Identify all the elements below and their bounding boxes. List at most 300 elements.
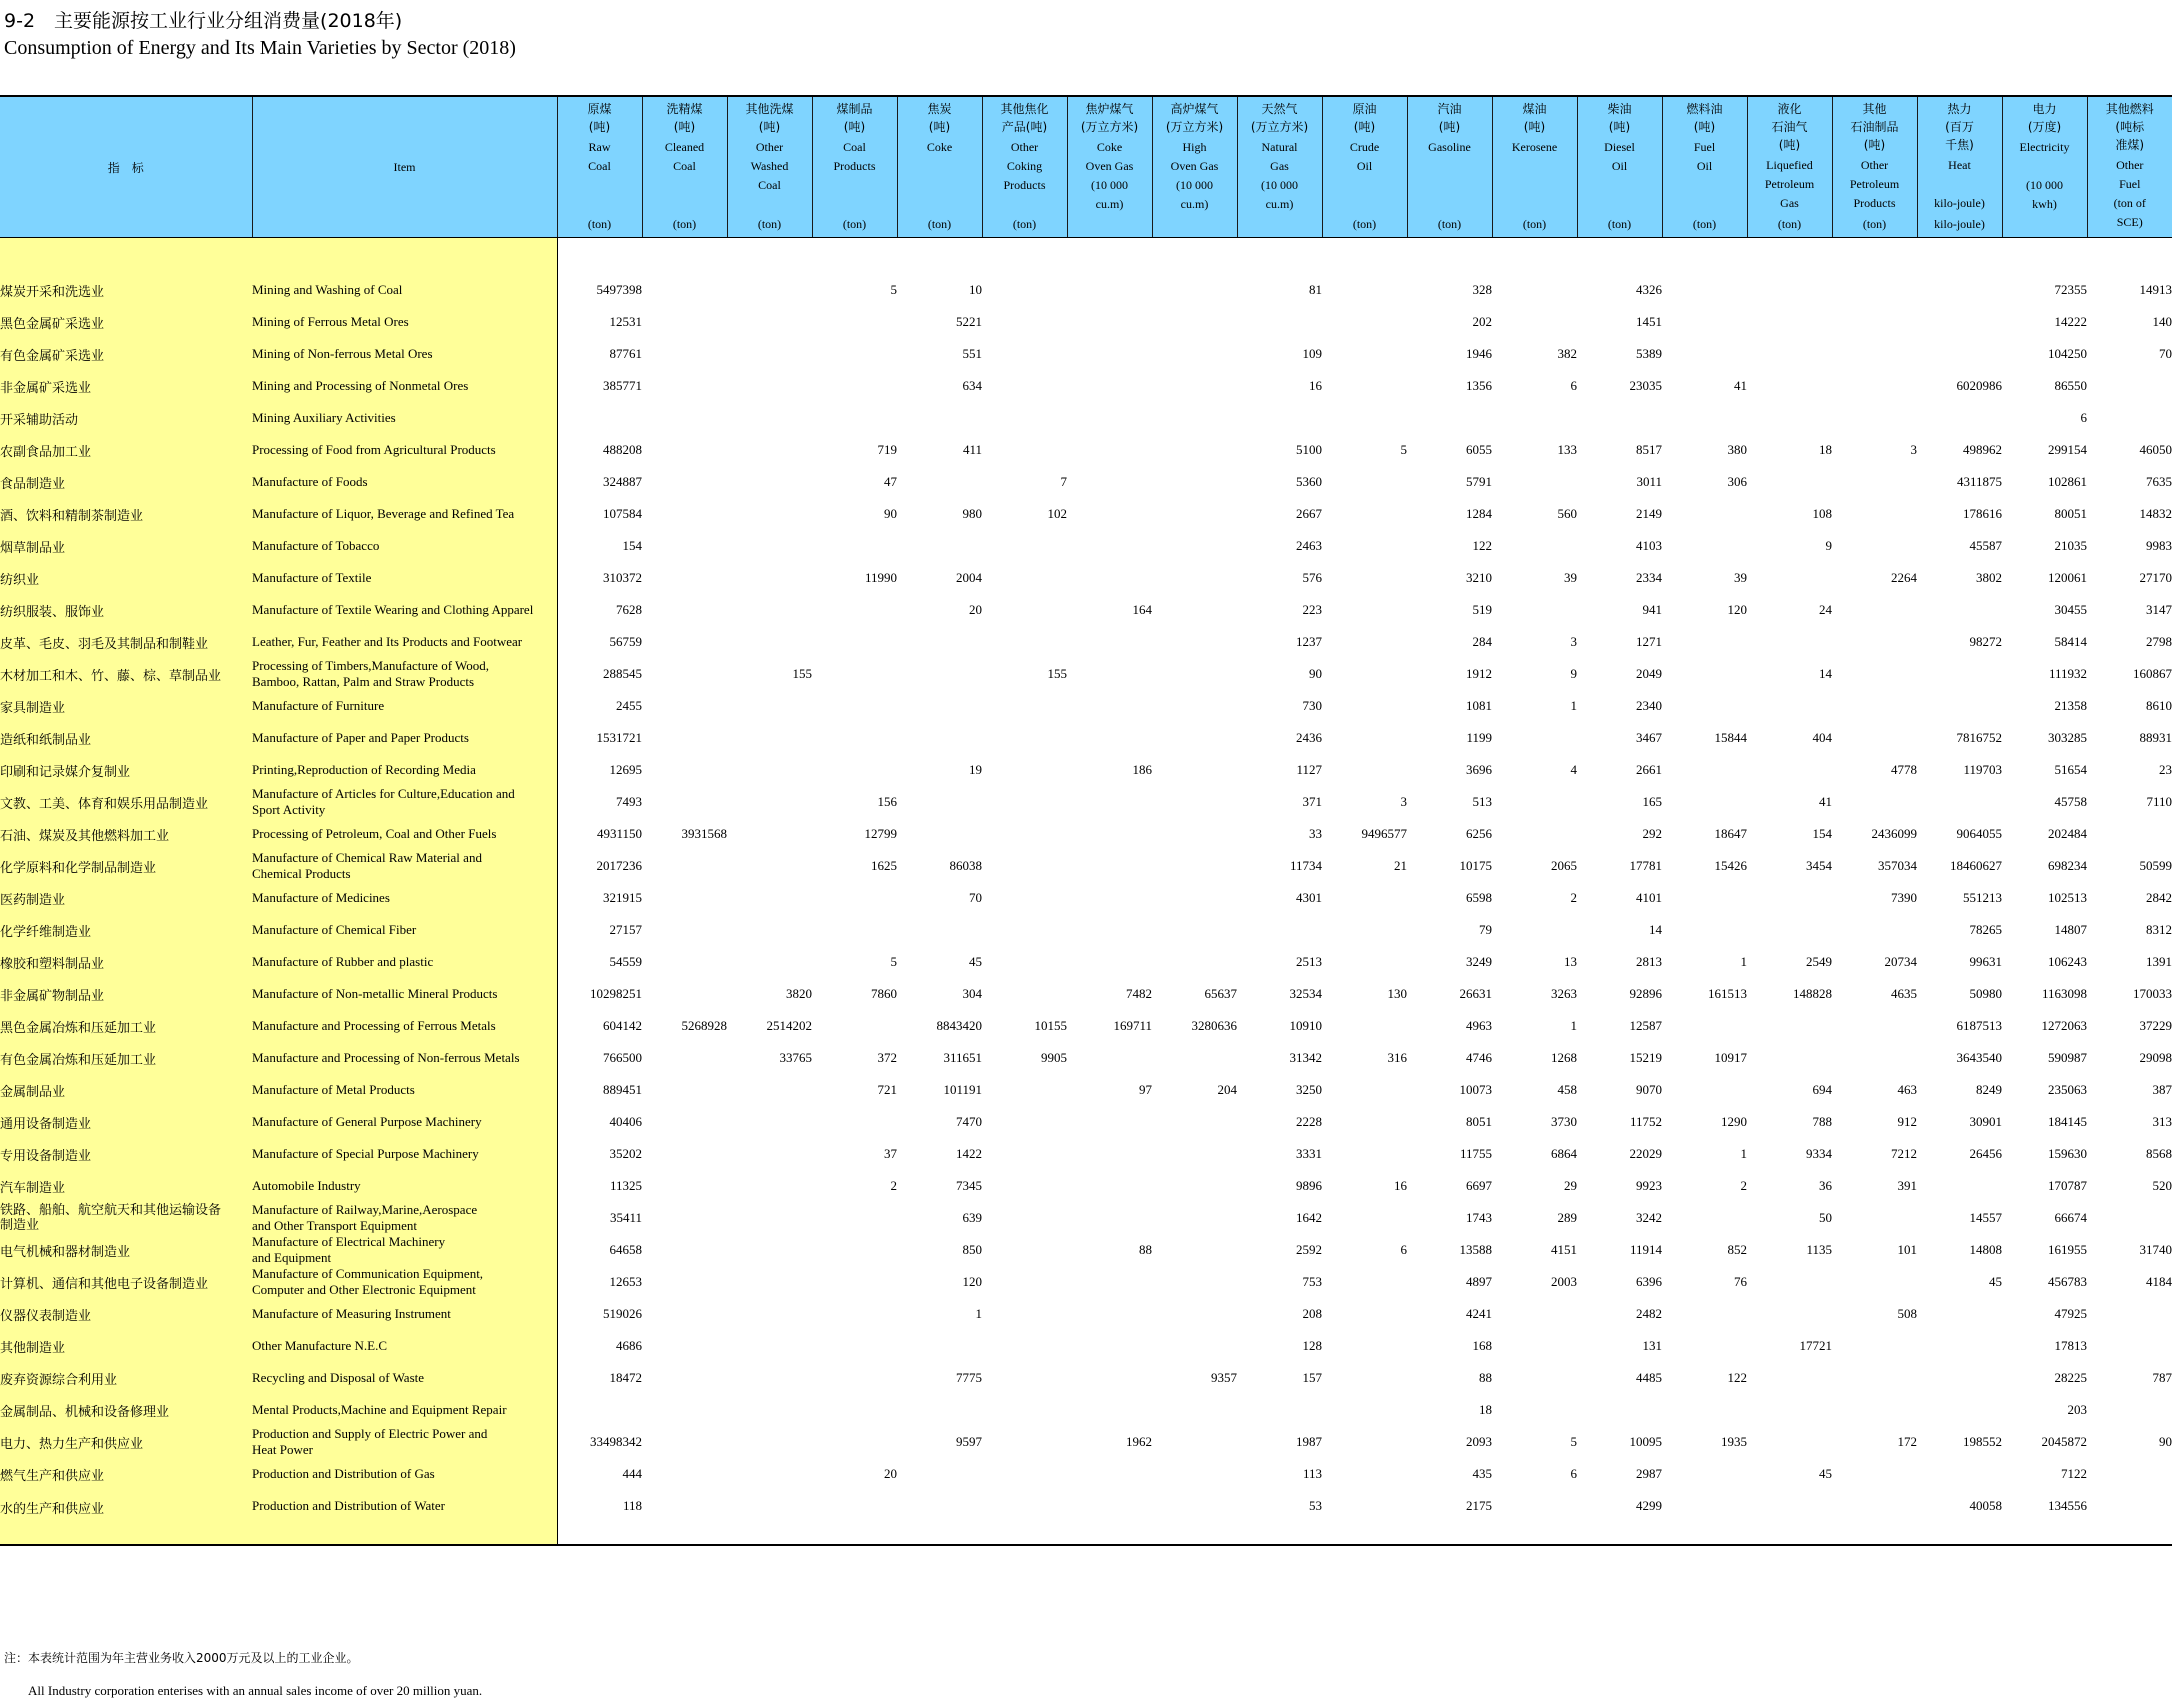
data-cell: 4686: [616, 1338, 642, 1353]
data-cell: 520: [2152, 1178, 2172, 1193]
data-cell: [1152, 1170, 1237, 1202]
data-cell: 4635: [1891, 986, 1917, 1001]
data-cell: [1747, 1266, 1832, 1298]
data-cell: [642, 306, 727, 338]
data-cell: 157: [1302, 1370, 1322, 1385]
row-label-en: Printing,Reproduction of Recording Media: [252, 762, 476, 777]
data-cell: [1747, 466, 1832, 498]
header-indicator: 指 标: [0, 96, 252, 238]
data-cell: [812, 658, 897, 690]
data-cell: 404: [1812, 730, 1832, 745]
data-cell: [1067, 1106, 1152, 1138]
data-cell: [1832, 1394, 1917, 1426]
data-cell: [1152, 466, 1237, 498]
data-cell: 387: [2152, 1082, 2172, 1097]
data-cell: 2592: [1296, 1242, 1322, 1257]
data-cell: [727, 1298, 812, 1330]
data-cell: [1747, 690, 1832, 722]
data-cell: [642, 850, 727, 882]
data-cell: 3331: [1296, 1146, 1322, 1161]
data-cell: 8610: [2146, 698, 2172, 713]
data-cell: [642, 946, 727, 978]
data-cell: 284: [1472, 634, 1492, 649]
data-cell: [727, 306, 812, 338]
data-cell: 289: [1557, 1210, 1577, 1225]
data-cell: 2093: [1466, 1434, 1492, 1449]
data-cell: [1067, 1394, 1152, 1426]
data-cell: [982, 1330, 1067, 1362]
data-cell: 889451: [603, 1082, 642, 1097]
data-cell: 21: [1394, 858, 1407, 873]
data-cell: [1152, 370, 1237, 402]
row-label-zh: 汽车制造业: [0, 1170, 252, 1202]
data-cell: [1152, 498, 1237, 530]
data-cell: 6: [2080, 410, 2087, 425]
data-cell: [642, 562, 727, 594]
table-row: [0, 338, 2172, 370]
data-cell: [1492, 530, 1577, 562]
data-cell: [1492, 1298, 1577, 1330]
row-label-zh: 燃气生产和供应业: [0, 1458, 252, 1490]
data-cell: 3250: [1296, 1082, 1322, 1097]
data-cell: 3: [1910, 442, 1917, 457]
header-row: [0, 96, 2172, 238]
row-label-en-cell: [252, 1458, 557, 1490]
data-cell: 5389: [1636, 346, 1662, 361]
data-cell: 26631: [1459, 986, 1492, 1001]
data-cell: 6: [1570, 1466, 1577, 1481]
row-label-en: Manufacture of Communication Equipment, Computer and Other Electronic Equipment: [252, 1266, 484, 1297]
data-cell: 186: [1132, 762, 1152, 777]
data-cell: 159630: [2048, 1146, 2087, 1161]
data-cell: 1946: [1466, 346, 1492, 361]
table-row: [0, 1426, 2172, 1458]
data-cell: 5: [890, 282, 897, 297]
table-row: [0, 1266, 2172, 1298]
data-cell: 519026: [603, 1306, 642, 1321]
data-cell: [897, 690, 982, 722]
row-label-zh: 水的生产和供应业: [0, 1490, 252, 1545]
data-cell: [1662, 1458, 1747, 1490]
data-cell: 753: [1302, 1274, 1322, 1289]
data-cell: 6598: [1466, 890, 1492, 905]
data-cell: [1917, 402, 2002, 434]
table-row: [0, 1362, 2172, 1394]
data-cell: 324887: [603, 474, 642, 489]
data-cell: [1322, 370, 1407, 402]
data-cell: [982, 786, 1067, 818]
header-col: [1832, 96, 1917, 238]
data-cell: [1152, 754, 1237, 786]
row-label-en-cell: [252, 1138, 557, 1170]
row-label-en-cell: [252, 722, 557, 754]
data-cell: [982, 1202, 1067, 1234]
data-cell: 202484: [2048, 826, 2087, 841]
data-cell: [642, 1202, 727, 1234]
row-label-en: Manufacture of Liquor, Beverage and Refined Tea: [252, 506, 515, 521]
data-cell: 719: [877, 442, 897, 457]
data-cell: [1662, 274, 1747, 306]
data-cell: 292: [1642, 826, 1662, 841]
data-cell: 45: [1989, 1274, 2002, 1289]
data-cell: 551: [962, 346, 982, 361]
data-cell: 72355: [2054, 282, 2087, 297]
row-label-zh: 专用设备制造业: [0, 1138, 252, 1170]
row-label-en: Manufacture of Electrical Machinery and Equipment: [252, 1234, 446, 1265]
data-cell: 88: [1479, 1370, 1492, 1385]
footnote-zh: 注：本表统计范围为年主营业务收入2000万元及以上的工业企业。: [4, 1651, 359, 1665]
data-cell: 169711: [1113, 1018, 1152, 1033]
data-cell: 122: [1727, 1370, 1747, 1385]
data-cell: [1067, 274, 1152, 306]
data-cell: 223: [1302, 602, 1322, 617]
data-cell: [1152, 1202, 1237, 1234]
data-cell: [982, 1490, 1067, 1545]
data-cell: 170787: [2048, 1178, 2087, 1193]
data-cell: 2065: [1551, 858, 1577, 873]
data-cell: 1356: [1466, 378, 1492, 393]
data-cell: 2149: [1636, 506, 1662, 521]
data-cell: 4103: [1636, 538, 1662, 553]
data-cell: [897, 402, 982, 434]
data-cell: [812, 722, 897, 754]
row-label-en-cell: [252, 1202, 557, 1234]
data-cell: 7493: [616, 794, 642, 809]
row-label-zh: 食品制造业: [0, 466, 252, 498]
data-cell: 45: [969, 954, 982, 969]
row-label-en-cell: [252, 1010, 557, 1042]
data-cell: 3: [1400, 794, 1407, 809]
data-cell: [1747, 1490, 1832, 1545]
data-cell: 13588: [1459, 1242, 1492, 1257]
row-label-en-cell: [252, 1298, 557, 1330]
header-col: [1917, 96, 2002, 238]
table-row: [0, 626, 2172, 658]
data-cell: [897, 1394, 982, 1426]
data-cell: 165: [1642, 794, 1662, 809]
data-cell: 1531721: [596, 730, 642, 745]
data-cell: 14222: [2054, 314, 2087, 329]
data-cell: [982, 1426, 1067, 1458]
data-cell: [812, 1234, 897, 1266]
row-label-en: Manufacture of Medicines: [252, 890, 390, 905]
data-cell: [1152, 1138, 1237, 1170]
data-cell: [727, 1138, 812, 1170]
data-cell: [1067, 530, 1152, 562]
data-cell: 18: [1479, 1402, 1492, 1417]
row-label-en-cell: [252, 306, 557, 338]
table-row: [0, 690, 2172, 722]
data-cell: 306: [1727, 474, 1747, 489]
data-cell: 208: [1302, 1306, 1322, 1321]
data-cell: 33765: [779, 1050, 812, 1065]
data-cell: 2: [1740, 1178, 1747, 1193]
row-label-zh: 烟草制品业: [0, 530, 252, 562]
data-cell: [1322, 1362, 1407, 1394]
data-cell: 14808: [1969, 1242, 2002, 1257]
data-cell: 288545: [603, 666, 642, 681]
data-cell: 3730: [1551, 1114, 1577, 1129]
data-cell: 17721: [1799, 1338, 1832, 1353]
data-cell: 2264: [1891, 570, 1917, 585]
data-cell: 560: [1557, 506, 1577, 521]
data-cell: 76: [1734, 1274, 1747, 1289]
row-label-en-cell: [252, 1394, 557, 1426]
header-col-en: High Oven Gas (10 000 cu.m): [1170, 140, 1219, 211]
data-cell: 23: [2159, 762, 2172, 777]
data-cell: 10: [969, 282, 982, 297]
data-cell: [1067, 466, 1152, 498]
data-cell: 11755: [1459, 1146, 1492, 1161]
energy-table: [0, 95, 2172, 1546]
data-cell: 576: [1302, 570, 1322, 585]
data-cell: 380: [1727, 442, 1747, 457]
data-cell: 203: [2067, 1402, 2087, 1417]
data-cell: [1832, 658, 1917, 690]
data-cell: 3467: [1636, 730, 1662, 745]
data-cell: 102513: [2048, 890, 2087, 905]
data-cell: 45587: [1969, 538, 2002, 553]
data-cell: 1: [1570, 698, 1577, 713]
data-cell: 1935: [1721, 1434, 1747, 1449]
footnote-en: All Industry corporation enterises with an annual sales income of over 20 million yuan.: [28, 1683, 483, 1698]
data-cell: 371: [1302, 794, 1322, 809]
data-cell: [642, 786, 727, 818]
data-cell: [2087, 1330, 2172, 1362]
data-cell: 4931150: [596, 826, 642, 841]
data-cell: 519: [1472, 602, 1492, 617]
data-cell: [1152, 338, 1237, 370]
data-cell: [1322, 1106, 1407, 1138]
data-cell: [727, 1106, 812, 1138]
data-cell: 2514202: [766, 1018, 812, 1033]
data-cell: [812, 690, 897, 722]
row-label-zh: 化学纤维制造业: [0, 914, 252, 946]
data-cell: 1199: [1466, 730, 1492, 745]
data-cell: [1067, 1138, 1152, 1170]
header-col-en: Other Washed Coal: [750, 140, 789, 192]
data-cell: 9064055: [1956, 826, 2002, 841]
header-col: [1492, 96, 1577, 238]
row-label-zh: 橡胶和塑料制品业: [0, 946, 252, 978]
data-cell: [1492, 594, 1577, 626]
row-label-zh: 有色金属冶炼和压延加工业: [0, 1042, 252, 1074]
data-cell: 58414: [2054, 634, 2087, 649]
data-cell: 18647: [1714, 826, 1747, 841]
table-body: [0, 238, 2172, 1546]
data-cell: [642, 370, 727, 402]
row-label-en-cell: [252, 562, 557, 594]
data-cell: [642, 1106, 727, 1138]
row-label-en: Manufacture of Metal Products: [252, 1082, 415, 1097]
data-cell: 8517: [1636, 442, 1662, 457]
data-cell: [1577, 1394, 1662, 1426]
data-cell: 130: [1387, 986, 1407, 1001]
data-cell: 2228: [1296, 1114, 1322, 1129]
data-cell: [982, 306, 1067, 338]
data-cell: [982, 1170, 1067, 1202]
data-cell: 463: [1897, 1082, 1917, 1097]
header-col: [1152, 96, 1237, 238]
data-cell: 299154: [2048, 442, 2087, 457]
table-row: [0, 1234, 2172, 1266]
row-label-en-cell: [252, 1362, 557, 1394]
table-row: [0, 818, 2172, 850]
data-cell: 24: [1819, 602, 1832, 617]
data-cell: [1747, 1042, 1832, 1074]
data-cell: [812, 1330, 897, 1362]
data-cell: 33498342: [590, 1434, 642, 1449]
data-cell: [727, 786, 812, 818]
data-cell: [1152, 1490, 1237, 1545]
data-cell: [727, 722, 812, 754]
data-cell: [1067, 1330, 1152, 1362]
data-cell: 5100: [1296, 442, 1322, 457]
data-cell: 372: [877, 1050, 897, 1065]
data-cell: 102861: [2048, 474, 2087, 489]
data-cell: 86038: [949, 858, 982, 873]
data-cell: 3210: [1466, 570, 1492, 585]
header-col: [557, 96, 642, 238]
data-cell: [727, 1266, 812, 1298]
data-cell: [1492, 1490, 1577, 1545]
header-col-unit: (ton): [1437, 217, 1462, 231]
data-cell: [897, 786, 982, 818]
data-cell: 14557: [1969, 1210, 2002, 1225]
data-cell: [1917, 594, 2002, 626]
data-cell: [1152, 1266, 1237, 1298]
row-label-en-cell: [252, 626, 557, 658]
header-col-en: Gasoline: [1428, 140, 1471, 154]
data-cell: [557, 402, 642, 434]
data-cell: [1322, 338, 1407, 370]
data-cell: [1747, 338, 1832, 370]
row-label-zh: 金属制品、机械和设备修理业: [0, 1394, 252, 1426]
data-cell: [1067, 786, 1152, 818]
header-col-unit: (ton): [1607, 217, 1632, 231]
data-cell: [1322, 1490, 1407, 1545]
data-cell: [727, 530, 812, 562]
header-col: [1237, 96, 1322, 238]
data-cell: [2087, 818, 2172, 850]
row-label-zh: 电力、热力生产和供应业: [0, 1426, 252, 1458]
row-label-en: Manufacture and Processing of Ferrous Metals: [252, 1018, 496, 1033]
data-cell: 9334: [1806, 1146, 1832, 1161]
data-cell: 787: [2152, 1370, 2172, 1385]
data-cell: [982, 274, 1067, 306]
data-cell: 5: [1400, 442, 1407, 457]
data-cell: 639: [962, 1210, 982, 1225]
header-col-zh: 燃料油 (吨): [1686, 102, 1723, 134]
data-cell: 8051: [1466, 1114, 1492, 1129]
table-row: [0, 1202, 2172, 1234]
data-cell: 3820: [786, 986, 812, 1001]
data-cell: [1747, 562, 1832, 594]
data-cell: 12695: [609, 762, 642, 777]
data-cell: 2463: [1296, 538, 1322, 553]
data-cell: 488208: [603, 442, 642, 457]
data-cell: 120: [1727, 602, 1747, 617]
data-cell: [897, 1330, 982, 1362]
data-cell: 66674: [2054, 1210, 2087, 1225]
data-cell: [1917, 338, 2002, 370]
data-cell: 316: [1387, 1050, 1407, 1065]
data-cell: [642, 1266, 727, 1298]
data-cell: 590987: [2048, 1050, 2087, 1065]
data-cell: 21358: [2054, 698, 2087, 713]
header-col-en: Natural Gas (10 000 cu.m): [1261, 140, 1298, 211]
data-cell: 311651: [943, 1050, 982, 1065]
data-cell: [1917, 786, 2002, 818]
data-cell: [1237, 402, 1322, 434]
data-cell: [557, 1394, 642, 1426]
data-cell: 108: [1812, 506, 1832, 521]
data-cell: [1152, 1330, 1237, 1362]
data-cell: 5268928: [681, 1018, 727, 1033]
data-cell: 19: [969, 762, 982, 777]
table-row: [0, 914, 2172, 946]
row-label-en: Recycling and Disposal of Waste: [252, 1370, 425, 1385]
row-label-zh: 印刷和记录媒介复制业: [0, 754, 252, 786]
data-cell: 7482: [1126, 986, 1152, 1001]
row-label-en-cell: [252, 1330, 557, 1362]
data-cell: 161955: [2048, 1242, 2087, 1257]
data-cell: 33: [1309, 826, 1322, 841]
data-cell: 9923: [1636, 1178, 1662, 1193]
data-cell: [1152, 914, 1237, 946]
data-cell: [642, 690, 727, 722]
data-cell: [1152, 402, 1237, 434]
data-cell: 148828: [1793, 986, 1832, 1001]
data-cell: [812, 1266, 897, 1298]
data-cell: 7212: [1891, 1146, 1917, 1161]
header-col-zh: 原煤 (吨): [587, 102, 612, 134]
data-cell: [982, 594, 1067, 626]
row-label-zh: 电气机械和器材制造业: [0, 1234, 252, 1266]
data-cell: 30901: [1969, 1114, 2002, 1129]
data-cell: [1237, 306, 1322, 338]
row-label-en: Leather, Fur, Feather and Its Products and Footwear: [252, 634, 523, 649]
data-cell: [1832, 626, 1917, 658]
data-cell: [1152, 722, 1237, 754]
row-label-en-cell: [252, 1074, 557, 1106]
data-cell: 7860: [871, 986, 897, 1001]
data-cell: 2661: [1636, 762, 1662, 777]
data-cell: [1747, 370, 1832, 402]
data-cell: 5221: [956, 314, 982, 329]
header-col-en: Liquefied Petroleum Gas: [1764, 158, 1815, 210]
data-cell: [1322, 1298, 1407, 1330]
data-cell: 5497398: [596, 282, 642, 297]
table-row: [0, 530, 2172, 562]
data-cell: 118: [557, 1490, 642, 1545]
data-cell: [812, 1394, 897, 1426]
data-cell: 35202: [609, 1146, 642, 1161]
table-row: [0, 786, 2172, 818]
data-cell: 133: [1557, 442, 1577, 457]
data-cell: 7: [1060, 474, 1067, 489]
table-row: [0, 850, 2172, 882]
data-cell: 7345: [956, 1178, 982, 1193]
data-cell: 161513: [1708, 986, 1747, 1001]
data-cell: [1322, 402, 1407, 434]
header-col-zh: 柴油 (吨): [1607, 102, 1632, 134]
data-cell: 12587: [1629, 1018, 1662, 1033]
header-col-en: Raw Coal: [588, 140, 611, 173]
header-col-unit: (ton): [1692, 217, 1717, 231]
data-cell: [2087, 1458, 2172, 1490]
data-cell: [642, 434, 727, 466]
